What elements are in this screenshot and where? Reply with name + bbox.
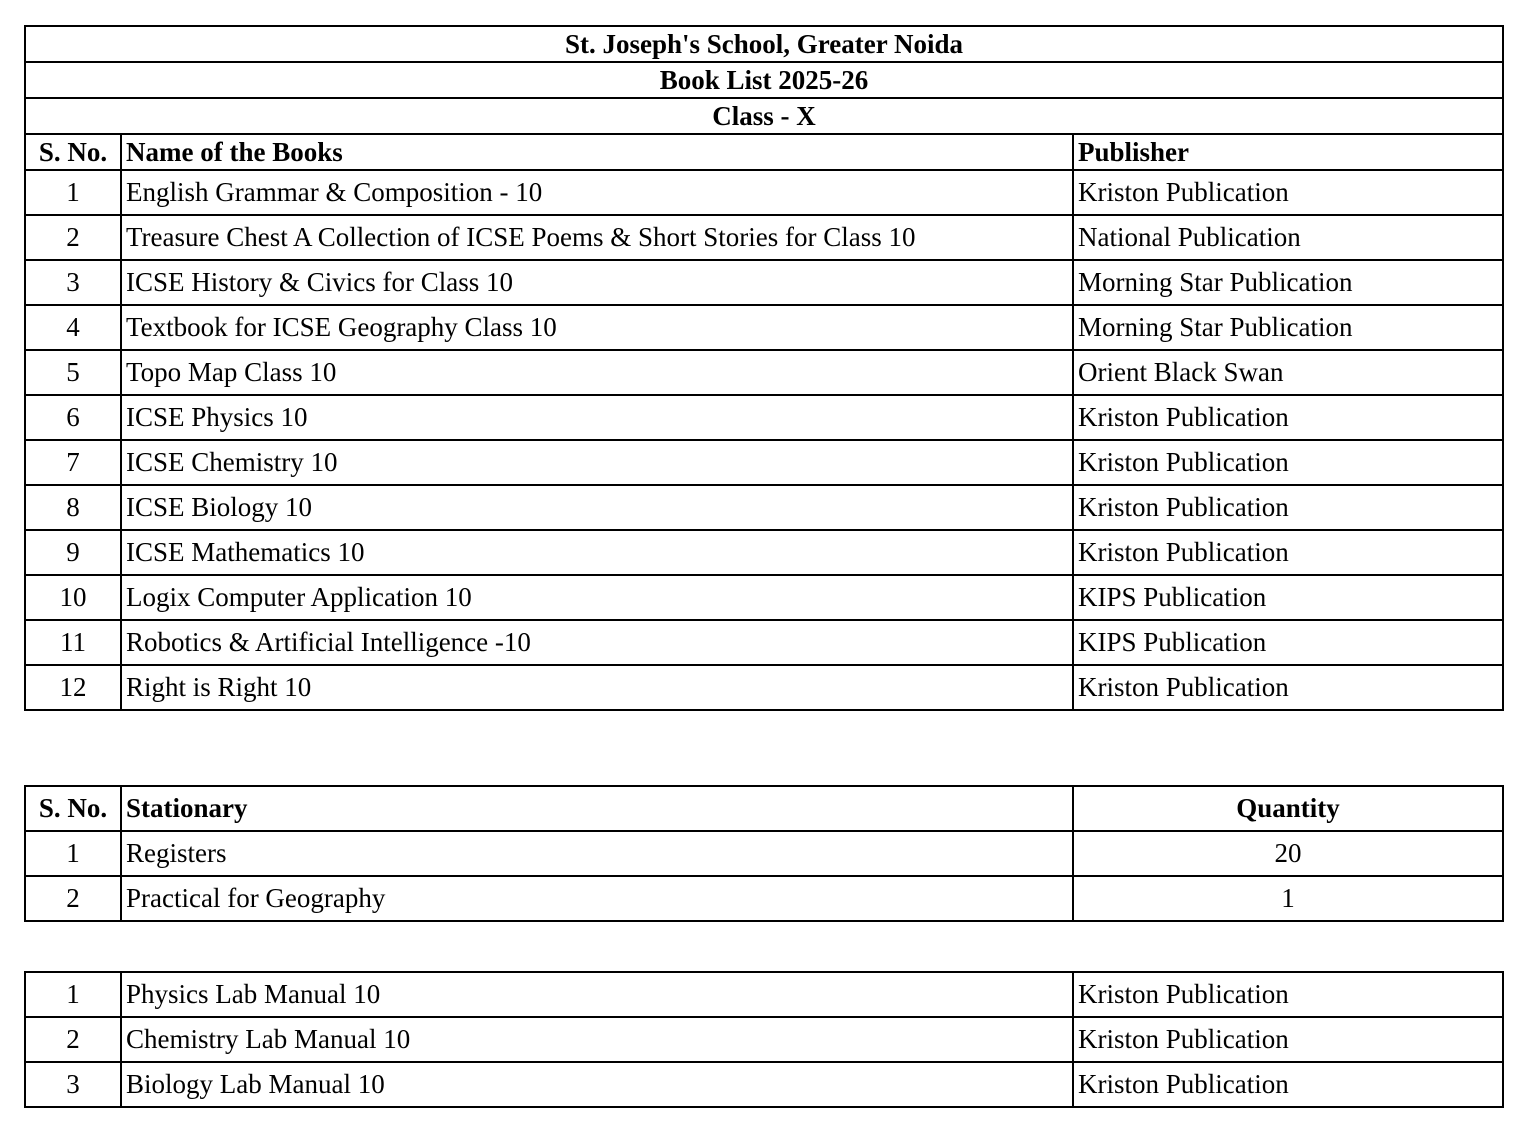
table-row: [25, 485, 1503, 530]
table-row: [25, 575, 1503, 620]
table-row: [25, 831, 1503, 876]
serial-number: 10: [25, 575, 121, 620]
lab-manuals-table: [24, 971, 1504, 1108]
col-header-book-name: Name of the Books: [121, 134, 1073, 170]
col-header-sno: S. No.: [25, 134, 121, 170]
class-label: Class - X: [25, 98, 1503, 134]
serial-number: 2: [25, 876, 121, 921]
publisher-name: Morning Star Publication: [1073, 260, 1503, 305]
publisher-name: Kriston Publication: [1073, 170, 1503, 215]
serial-number: 5: [25, 350, 121, 395]
serial-number: 2: [25, 215, 121, 260]
serial-number: 1: [25, 972, 121, 1017]
book-name: Robotics & Artificial Intelligence -10: [121, 620, 1073, 665]
publisher-name: Kriston Publication: [1073, 1017, 1503, 1062]
book-name: Right is Right 10: [121, 665, 1073, 710]
book-name: Textbook for ICSE Geography Class 10: [121, 305, 1073, 350]
lab-manual-name: Chemistry Lab Manual 10: [121, 1017, 1073, 1062]
book-name: Treasure Chest A Collection of ICSE Poems & Short Stories for Class 10: [121, 215, 1073, 260]
quantity-value: 20: [1073, 831, 1503, 876]
lab-manual-name: Physics Lab Manual 10: [121, 972, 1073, 1017]
books-header-row: [25, 134, 1503, 170]
book-name: ICSE Mathematics 10: [121, 530, 1073, 575]
col-header-stationary: Stationary: [121, 786, 1073, 831]
publisher-name: Kriston Publication: [1073, 972, 1503, 1017]
publisher-name: Morning Star Publication: [1073, 305, 1503, 350]
col-header-quantity: Quantity: [1073, 786, 1503, 831]
table-row: [25, 665, 1503, 710]
publisher-name: Kriston Publication: [1073, 530, 1503, 575]
serial-number: 3: [25, 260, 121, 305]
serial-number: 6: [25, 395, 121, 440]
serial-number: 1: [25, 170, 121, 215]
serial-number: 1: [25, 831, 121, 876]
serial-number: 8: [25, 485, 121, 530]
serial-number: 2: [25, 1017, 121, 1062]
table-row: [25, 305, 1503, 350]
school-name: St. Joseph's School, Greater Noida: [25, 26, 1503, 62]
table-row: [25, 215, 1503, 260]
publisher-name: KIPS Publication: [1073, 575, 1503, 620]
book-name: ICSE Physics 10: [121, 395, 1073, 440]
book-name: Topo Map Class 10: [121, 350, 1073, 395]
publisher-name: Kriston Publication: [1073, 485, 1503, 530]
stationery-item: Registers: [121, 831, 1073, 876]
table-row: [25, 350, 1503, 395]
publisher-name: KIPS Publication: [1073, 620, 1503, 665]
book-name: ICSE Biology 10: [121, 485, 1073, 530]
table-row: [25, 1062, 1503, 1107]
publisher-name: Kriston Publication: [1073, 665, 1503, 710]
publisher-name: National Publication: [1073, 215, 1503, 260]
book-name: ICSE Chemistry 10: [121, 440, 1073, 485]
table-row: [25, 620, 1503, 665]
serial-number: 4: [25, 305, 121, 350]
stationery-header-row: [25, 786, 1503, 831]
serial-number: 7: [25, 440, 121, 485]
publisher-name: Kriston Publication: [1073, 440, 1503, 485]
serial-number: 3: [25, 1062, 121, 1107]
publisher-name: Kriston Publication: [1073, 1062, 1503, 1107]
table-row: [25, 1017, 1503, 1062]
col-header-sno: S. No.: [25, 786, 121, 831]
table-row: [25, 972, 1503, 1017]
book-name: English Grammar & Composition - 10: [121, 170, 1073, 215]
serial-number: 9: [25, 530, 121, 575]
serial-number: 12: [25, 665, 121, 710]
publisher-name: Orient Black Swan: [1073, 350, 1503, 395]
table-row: [25, 876, 1503, 921]
quantity-value: 1: [1073, 876, 1503, 921]
book-list-table: [24, 25, 1504, 711]
table-row: [25, 395, 1503, 440]
lab-manual-name: Biology Lab Manual 10: [121, 1062, 1073, 1107]
table-row: [25, 170, 1503, 215]
book-list-title: Book List 2025-26: [25, 62, 1503, 98]
table-row: [25, 440, 1503, 485]
col-header-publisher: Publisher: [1073, 134, 1503, 170]
book-name: Logix Computer Application 10: [121, 575, 1073, 620]
publisher-name: Kriston Publication: [1073, 395, 1503, 440]
stationery-table: [24, 785, 1504, 922]
table-row: [25, 260, 1503, 305]
table-row: [25, 530, 1503, 575]
stationery-item: Practical for Geography: [121, 876, 1073, 921]
serial-number: 11: [25, 620, 121, 665]
book-name: ICSE History & Civics for Class 10: [121, 260, 1073, 305]
